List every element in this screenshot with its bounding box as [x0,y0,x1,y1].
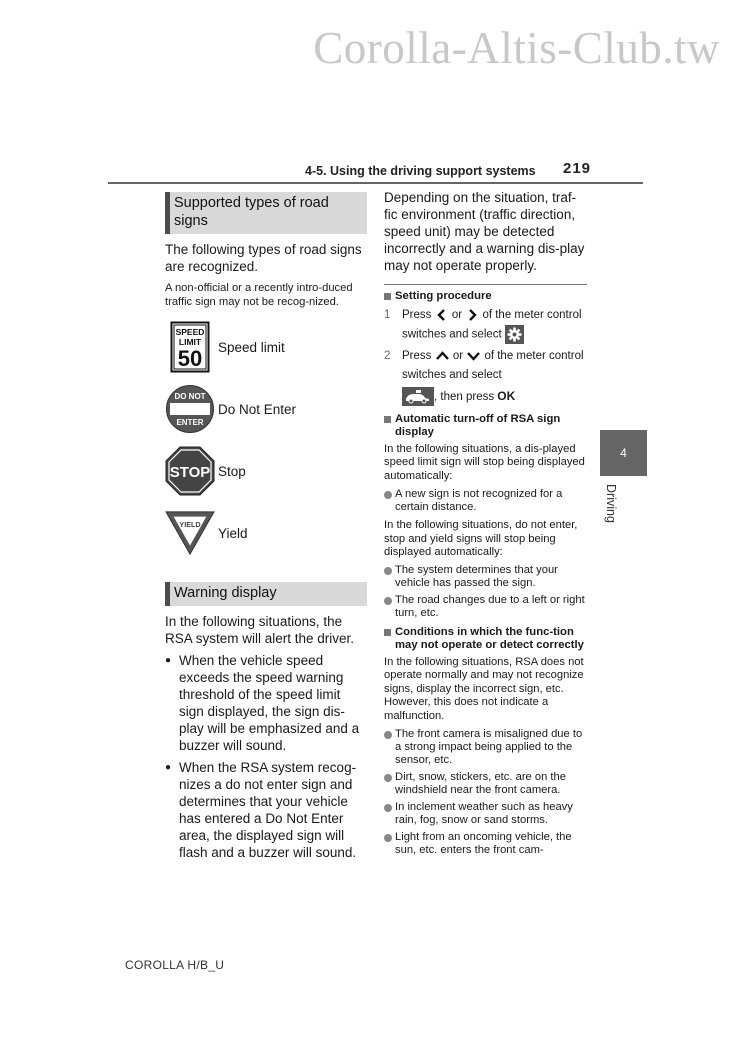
step-text: or [452,349,464,362]
warning-bullet: ● When the vehicle speed exceeds the speed warning threshold of the speed limit sign displayed, the sign dis-play will be emphasized and a buzzer will sound. [165,652,367,754]
subhead-automatic-turn-off: Automatic turn-off of RSA sign display [384,413,587,439]
auto-turnoff-bullet: The road changes due to a left or right turn, etc. [384,594,587,620]
step-text: Press [402,349,432,362]
speed-limit-sign-icon [165,320,215,374]
condition-bullet: Light from an oncoming vehicle, the sun, etc. enters the front cam- [384,831,587,857]
step-text: Press [402,309,432,321]
sign-label-stop: Stop [218,463,246,479]
sign-label-yield: Yield [218,525,248,541]
stop-sign-icon [165,444,215,498]
page-number: 219 [563,160,592,177]
supported-signs-intro: The following types of road signs are recognized. [165,242,362,274]
svg-text:LIMIT: LIMIT [178,337,202,347]
step-text: of the meter control switches and select [402,349,584,381]
section-title-warning-display: Warning display [165,582,367,606]
sign-row-yield [165,502,367,564]
setting-step-2 [384,347,587,407]
header-section-title: 4-5. Using the driving support systems [305,164,536,178]
right-column [384,189,587,857]
conditions-text: In the following situations, RSA does not operate normally and may not recognize signs, display the incorrect sign, etc. However, this does not indicate a malfunction. [384,655,584,722]
chevron-down-icon [466,350,481,362]
svg-text:STOP: STOP [169,464,211,481]
auto-turnoff-bullet: The system determines that your vehicle has passed the sign. [384,564,587,590]
watermark: Corolla-Altis-Club.tw [313,23,720,73]
yield-sign-icon [165,506,215,560]
svg-text:YIELD: YIELD [179,520,201,530]
sign-row-do-not-enter [165,378,367,440]
gear-icon [505,325,524,344]
left-column [165,192,367,861]
do-not-enter-sign-icon [165,382,215,436]
supported-signs-note: A non-official or a recently intro-duced traffic sign may not be recog-nized. [165,282,353,308]
chapter-label: Driving [604,484,618,523]
sign-label-do-not-enter: Do Not Enter [218,401,297,417]
sign-row-speed-limit [165,316,367,378]
footer-model-code: COROLLA H/B_U [125,958,225,972]
subhead-setting-procedure: Setting procedure [384,290,587,303]
divider [384,284,587,285]
step-number: 2 [384,349,391,362]
chevron-up-icon [435,350,450,362]
step-text: , then press [434,390,495,403]
chapter-tab [600,430,647,476]
rsa-sign-icon [402,387,434,406]
sign-row-stop [165,440,367,502]
ok-button-label: OK [497,388,516,403]
header-rule [108,182,643,184]
svg-text:ENTER: ENTER [176,418,204,427]
subhead-conditions: Conditions in which the func-tion may not operate or detect correctly [384,626,587,652]
section-title-supported-signs: Supported types of road signs [165,192,367,234]
svg-text:SPEED: SPEED [175,327,205,337]
condition-bullet: The front camera is misaligned due to a strong impact being applied to the sensor, etc. [384,728,587,767]
sign-label-speed-limit: Speed limit [218,339,285,355]
svg-text:50: 50 [177,346,203,371]
svg-text:DO NOT: DO NOT [174,392,206,401]
sign-list [165,316,367,564]
step-number: 1 [384,309,391,321]
auto-turnoff-bullet: A new sign is not recognized for a certain distance. [384,488,587,514]
step-text: or [451,309,463,321]
condition-bullet: In inclement weather such as heavy rain, fog, snow or sand storms. [384,801,587,827]
chevron-right-icon [465,308,479,322]
setting-step-1 [384,306,587,345]
chapter-number: 4 [620,446,627,460]
condition-bullet: Dirt, snow, stickers, etc. are on the windshield near the front camera. [384,771,587,797]
auto-turnoff-text: In the following situations, a dis-played speed limit sign will stop being displayed automatically: [384,442,585,482]
detection-caution-text: Depending on the situation, traf-fic environment (traffic direction, speed unit) may be detected incorrectly and a warning dis-play may not operate properly. [384,190,585,273]
warning-bullet: ● When the RSA system recog-nizes a do not enter sign and determines that your vehicle has entered a Do Not Enter area, the displayed sign will flash and a buzzer will sound. [165,759,367,861]
chevron-left-icon [435,308,449,322]
step-text: of the meter control switches and select [402,309,582,341]
auto-turnoff-text: In the following situations, do not enter, stop and yield signs will stop being displayed automatically: [384,519,578,559]
warning-display-intro: In the following situations, the RSA system will alert the driver. [165,614,355,646]
